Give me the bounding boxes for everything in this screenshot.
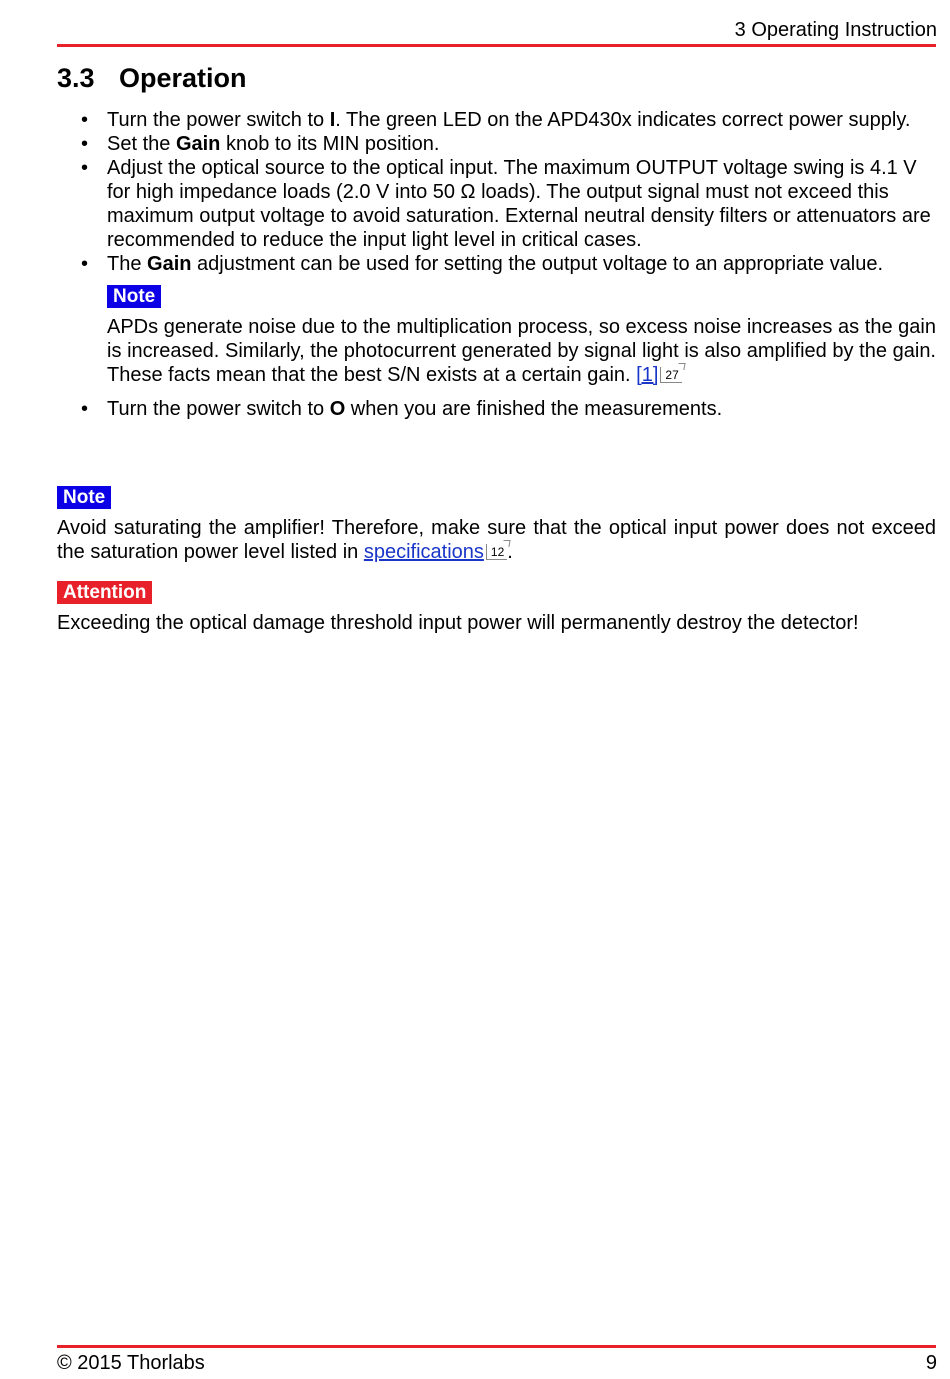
page-number: 9	[925, 1352, 937, 1374]
note-label-row	[57, 485, 936, 509]
footer-rule	[57, 1345, 936, 1348]
section-title: Operation	[119, 63, 247, 93]
inner-note-text: APDs generate noise due to the multiplication process, so excess noise increases as the gain is increased. Similarly, the photocurrent generated by signal light is also amplified by the gain. These facts mean that the best S/N exists at a certain gain. [1] 27	[107, 316, 936, 386]
list-item: • Adjust the optical source to the optical input. The maximum OUTPUT voltage swing is 4.1 V for high impedance loads (2.0 V into 50 Ω loads). The output signal must not exceed this maximum output voltage to avoid saturation. External neutral density filters or attenuators are recommended to reduce the input light level in critical cases.	[0, 156, 950, 252]
section-heading	[57, 62, 247, 94]
list-item: • Turn the power switch to O when you are finished the measurements.	[0, 397, 950, 421]
note-badge: Note	[57, 486, 111, 509]
attention-text: Exceeding the optical damage threshold input power will permanently destroy the detector!	[57, 612, 859, 634]
operation-steps	[0, 108, 950, 421]
page-reference-icon[interactable]: 12	[486, 544, 507, 560]
list-item: • The Gain adjustment can be used for setting the output voltage to an appropriate value.	[0, 252, 950, 276]
switch-on-symbol: I	[329, 109, 336, 131]
note-text: Avoid saturating the amplifier! Therefore, make sure that the optical input power does not exceed the saturation power level listed in specifications 12 .	[57, 517, 936, 563]
inner-note-label-row	[0, 284, 950, 308]
gain-term: Gain	[147, 253, 192, 275]
attention-label-row	[57, 580, 936, 604]
list-item: • Turn the power switch to I. The green LED on the APD430x indicates correct power supply.	[0, 108, 950, 132]
attention-badge: Attention	[57, 581, 152, 604]
list-item: • Set the Gain knob to its MIN position.	[0, 132, 950, 156]
section-number: 3.3	[57, 63, 95, 93]
reference-link[interactable]: [1]	[636, 364, 659, 386]
gain-term: Gain	[175, 133, 221, 155]
switch-off-symbol: O	[329, 398, 346, 420]
running-header: 3 Operating Instruction	[734, 19, 937, 41]
footer-copyright: © 2015 Thorlabs	[57, 1352, 205, 1374]
specifications-link[interactable]: specifications	[363, 541, 484, 563]
note-badge: Note	[107, 285, 161, 308]
page-reference-icon[interactable]: 27	[660, 367, 681, 383]
header-rule	[57, 44, 936, 47]
